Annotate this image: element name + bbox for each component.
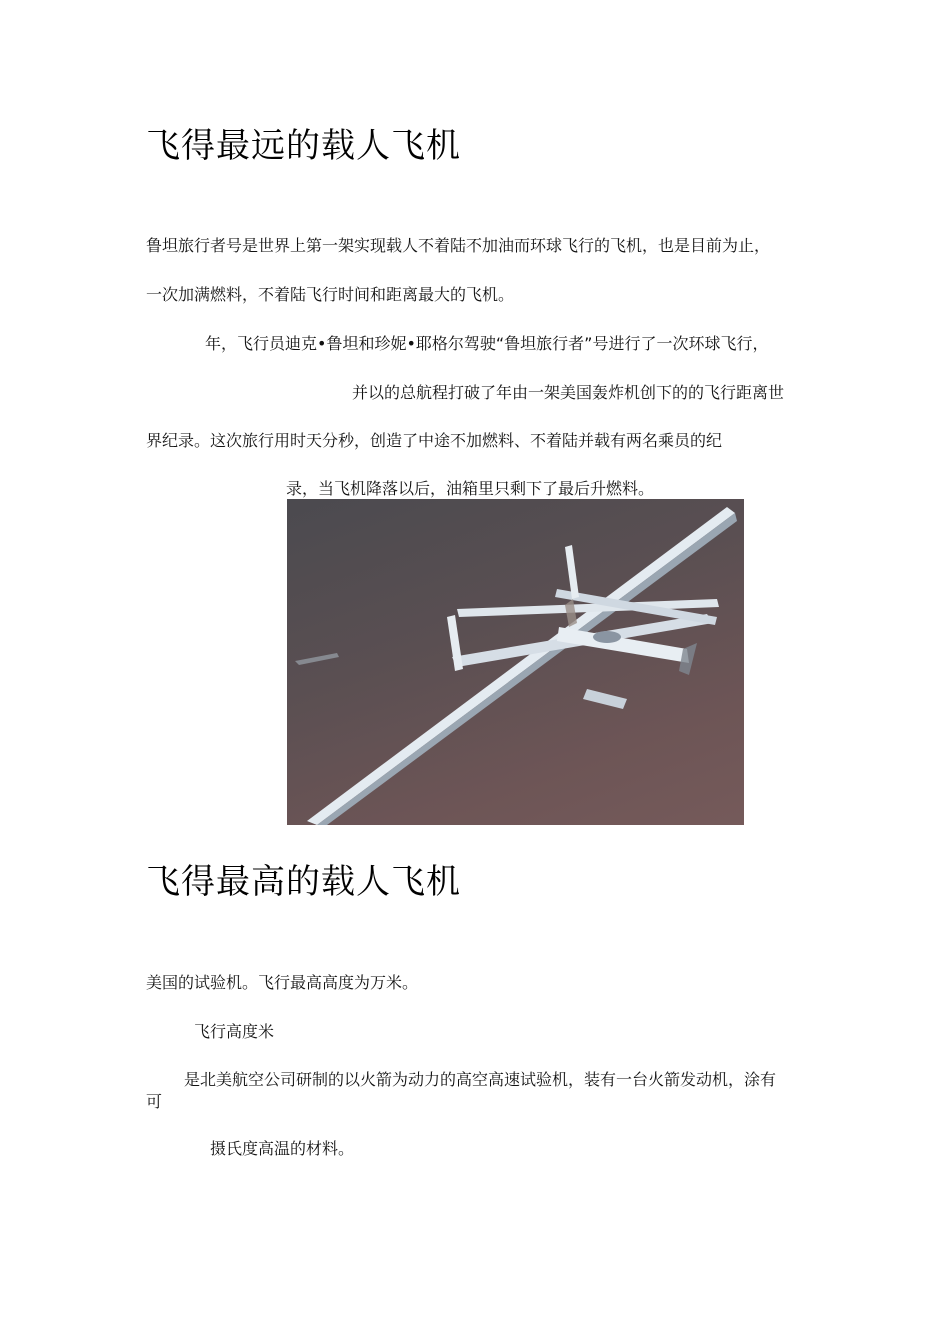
rear-propeller (565, 599, 577, 627)
cockpit (593, 631, 621, 643)
tail-fin-left (447, 615, 463, 671)
paragraph-line: 年，飞行员迪克•鲁坦和珍妮•耶格尔驾驶“鲁坦旅行者”号进行了一次环球飞行， (205, 334, 769, 353)
main-wing-shadow (317, 513, 737, 825)
paragraph-line: 录，当飞机降落以后，油箱里只剩下了最后升燃料。 (286, 479, 655, 498)
airplane-photo (287, 499, 744, 825)
voyager-aircraft-illustration (287, 499, 744, 825)
wing-panel (583, 689, 627, 709)
distant-plane-shape (295, 653, 339, 665)
front-propeller (679, 643, 697, 675)
section-title-highest: 飞得最高的载人飞机 (146, 862, 461, 902)
paragraph-line: 美国的试验机。飞行最高高度为万米。 (146, 973, 419, 992)
paragraph-line: 摄氏度高温的材料。 (210, 1139, 355, 1158)
paragraph-line: 并以的总航程打破了年由一架美国轰炸机创下的的飞行距离世 (352, 383, 785, 402)
main-wing (307, 507, 735, 825)
paragraph-line: 飞行高度米 (194, 1022, 275, 1041)
paragraph-line: 可 (146, 1092, 163, 1111)
paragraph-line: 鲁坦旅行者号是世界上第一架实现载人不着陆不加油而环球飞行的飞机，也是目前为止， (146, 236, 771, 255)
paragraph-line: 是北美航空公司研制的以火箭为动力的高空高速试验机，装有一台火箭发动机，涂有 (184, 1070, 777, 1089)
paragraph-line: 界纪录。这次旅行用时天分秒，创造了中途不加燃料、不着陆并载有两名乘员的纪 (146, 431, 723, 450)
paragraph-line: 一次加满燃料，不着陆飞行时间和距离最大的飞机。 (146, 285, 515, 304)
section-title-farthest: 飞得最远的载人飞机 (146, 126, 461, 166)
